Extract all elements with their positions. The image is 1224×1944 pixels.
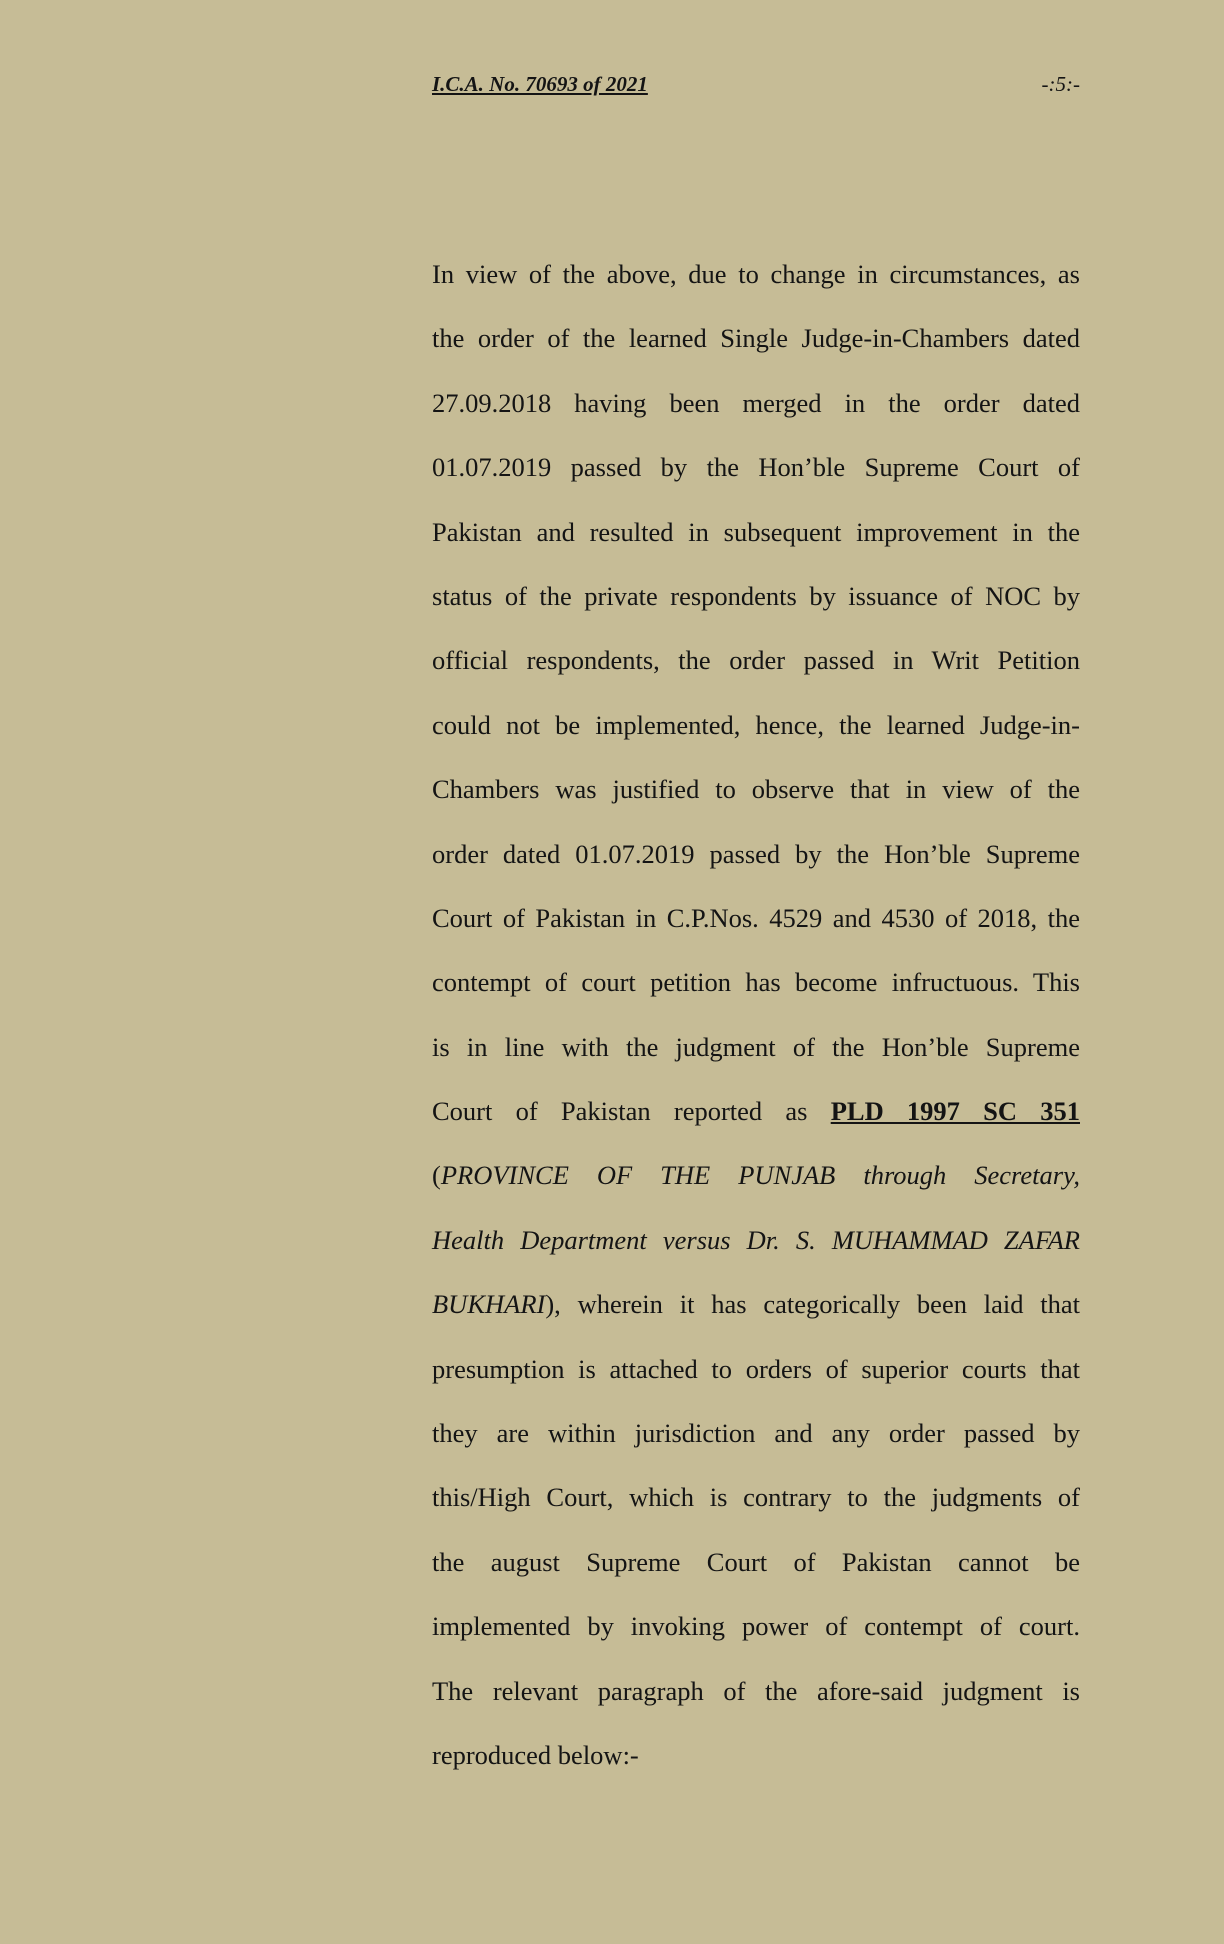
citation-prefix: Court of Pakistan reported as: [432, 1096, 808, 1127]
text-line-citation: [432, 1090, 1080, 1154]
case-title-continuation: ), wherein it has categorically been laid that: [545, 1289, 1080, 1320]
open-paren: (: [432, 1160, 441, 1191]
page-number: -:5:-: [1041, 72, 1080, 96]
text-line: order dated 01.07.2019 passed by the Hon’ble Supreme: [432, 838, 1080, 869]
text-line: The relevant paragraph of the afore-said judgment is: [432, 1675, 1080, 1706]
text-line: is in line with the judgment of the Hon’ble Supreme: [432, 1031, 1080, 1062]
text-line: Chambers was justified to observe that in view of the: [432, 774, 1080, 805]
text-line-case-title-end: [432, 1283, 1080, 1347]
text-line: the august Supreme Court of Pakistan cannot be: [432, 1546, 1080, 1577]
text-line: implemented by invoking power of contempt of court.: [432, 1611, 1080, 1642]
case-title-part-1: PROVINCE OF THE PUNJAB through Secretary,: [440, 1160, 1080, 1191]
page-header: [432, 72, 1080, 104]
text-line: contempt of court petition has become infructuous. This: [432, 967, 1080, 998]
case-title-part-2: Health Department versus Dr. S. MUHAMMAD ZAFAR: [432, 1224, 1080, 1255]
text-line: 01.07.2019 passed by the Hon’ble Supreme Court of: [432, 452, 1080, 483]
text-line: presumption is attached to orders of superior courts that: [432, 1353, 1080, 1384]
text-line-last: reproduced below:-: [432, 1739, 639, 1770]
text-line: could not be implemented, hence, the learned Judge-in-: [432, 709, 1080, 740]
text-line: 27.09.2018 having been merged in the order dated: [432, 387, 1080, 418]
judgment-paragraph: [432, 253, 1080, 1798]
text-line: the order of the learned Single Judge-in-Chambers dated: [432, 323, 1080, 354]
text-line: status of the private respondents by issuance of NOC by: [432, 580, 1080, 611]
case-title-part-3: BUKHARI: [432, 1289, 546, 1320]
text-line: this/High Court, which is contrary to the judgments of: [432, 1482, 1080, 1513]
case-number: I.C.A. No. 70693 of 2021: [432, 72, 648, 96]
text-line: In view of the above, due to change in circumstances, as: [432, 259, 1080, 289]
text-line: they are within jurisdiction and any order passed by: [432, 1418, 1080, 1449]
text-line-case-title: [432, 1154, 1080, 1218]
text-line: Pakistan and resulted in subsequent improvement in the: [432, 516, 1080, 547]
text-line: official respondents, the order passed in Writ Petition: [432, 645, 1080, 676]
case-citation: PLD 1997 SC 351: [830, 1096, 1080, 1127]
text-line: Court of Pakistan in C.P.Nos. 4529 and 4530 of 2018, the: [432, 902, 1080, 933]
